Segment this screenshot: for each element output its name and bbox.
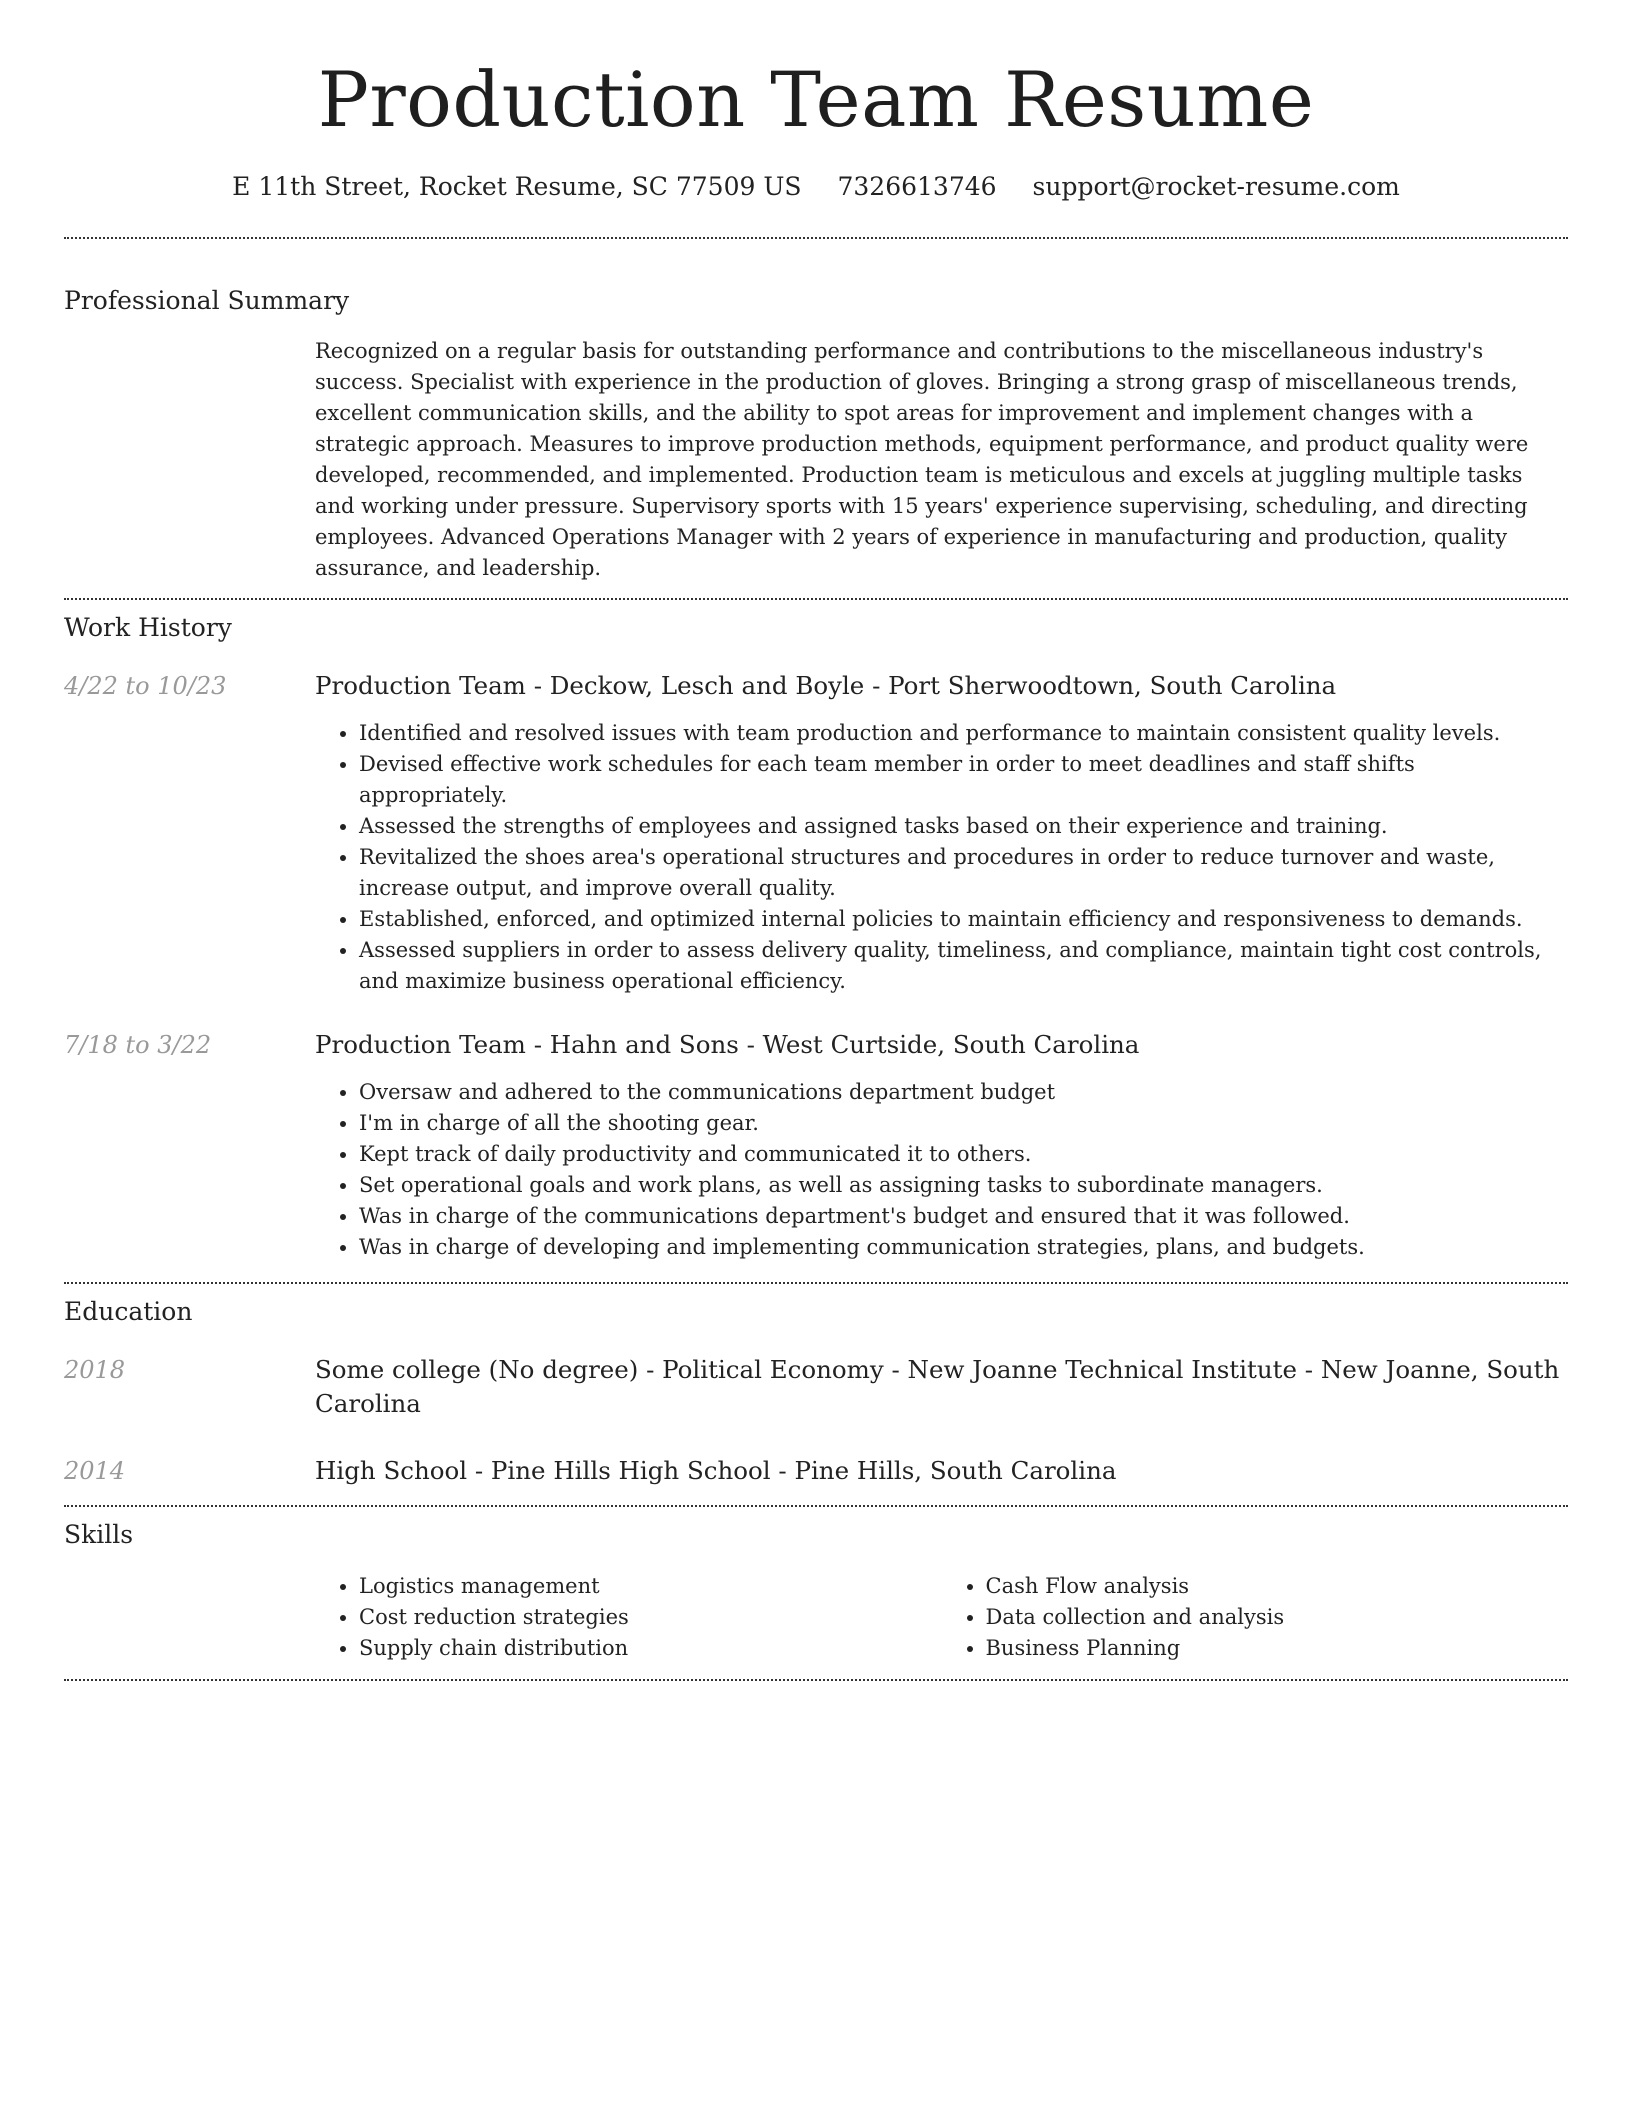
work-history-heading: Work History	[64, 613, 232, 642]
education-year: 2014	[64, 1457, 126, 1485]
resume-title: Production Team Resume	[317, 55, 1315, 144]
bullet-item: • Revitalized the shoes area's operational structures and procedures in order to reduce turnover and waste, increase output, and improve overall quality.	[359, 842, 1568, 904]
skills-list	[315, 1571, 1568, 1664]
resume-page	[64, 0, 1568, 1681]
skill-item: • Data collection and analysis	[986, 1602, 1569, 1633]
job-entry	[64, 1028, 1568, 1263]
divider	[64, 1282, 1568, 1284]
job-entry	[64, 669, 1568, 997]
degree-text: High School	[315, 1456, 468, 1485]
degree-text: Some college (No degree) - Political Economy	[315, 1355, 884, 1384]
skills-section	[64, 1518, 1568, 1664]
skill-item: • Business Planning	[986, 1633, 1569, 1664]
bullet-item: • Devised effective work schedules for each team member in order to meet deadlines and staff shifts appropriately.	[359, 749, 1568, 811]
skills-column-left	[315, 1571, 942, 1664]
education-entry	[64, 1454, 1568, 1488]
education-heading-line	[315, 1353, 1568, 1421]
education-section	[64, 1295, 1568, 1488]
school-text: - Pine Hills High School - Pine Hills, South Carolina	[467, 1456, 1117, 1485]
address-text: E 11th Street, Rocket Resume, SC 77509 US	[232, 172, 802, 201]
bullet-item: • Identified and resolved issues with team production and performance to maintain consistent quality levels.	[359, 718, 1568, 749]
job-bullets	[315, 718, 1568, 997]
divider	[64, 1505, 1568, 1507]
job-dates: 7/18 to 3/22	[64, 1031, 212, 1059]
bullet-item: • Established, enforced, and optimized internal policies to maintain efficiency and responsiveness to demands.	[359, 904, 1568, 935]
school-text: - New Joanne Technical Institute - New Joanne, South Carolina	[315, 1355, 1560, 1418]
education-heading-line	[315, 1454, 1568, 1488]
bullet-item: • Was in charge of the communications department's budget and ensured that it was followed.	[359, 1201, 1568, 1232]
job-heading: Production Team - Hahn and Sons - West Curtside, South Carolina	[315, 1030, 1140, 1059]
bullet-item: • Kept track of daily productivity and communicated it to others.	[359, 1139, 1568, 1170]
contact-line	[64, 170, 1568, 204]
phone-text: 7326613746	[837, 172, 997, 201]
skill-item: • Logistics management	[359, 1571, 942, 1602]
job-bullets	[315, 1077, 1568, 1263]
bullet-item: • Assessed suppliers in order to assess delivery quality, timeliness, and compliance, maintain tight cost controls, and maximize business operational efficiency.	[359, 935, 1568, 997]
job-dates: 4/22 to 10/23	[64, 672, 227, 700]
education-year: 2018	[64, 1356, 126, 1384]
bullet-item: • Was in charge of developing and implementing communication strategies, plans, and budgets.	[359, 1232, 1568, 1263]
summary-heading: Professional Summary	[64, 286, 350, 315]
bullet-item: • Oversaw and adhered to the communications department budget	[359, 1077, 1568, 1108]
skills-heading: Skills	[64, 1520, 134, 1549]
job-heading: Production Team - Deckow, Lesch and Boyle - Port Sherwoodtown, South Carolina	[315, 671, 1337, 700]
work-history-section	[64, 611, 1568, 1263]
bullet-item: • I'm in charge of all the shooting gear.	[359, 1108, 1568, 1139]
summary-text: Recognized on a regular basis for outstanding performance and contributions to the miscellaneous industry's success. Specialist with experience in the production of gloves. Bringing a strong grasp of miscellaneous trends, excellent communication skills, and the ability to spot areas for improvement and implement changes with a strategic approach. Measures to improve production methods, equipment performance, and product quality were developed, recommended, and implemented. Production team is meticulous and excels at juggling multiple tasks and working under pressure. Supervisory sports with 15 years' experience supervising, scheduling, and directing employees. Advanced Operations Manager with 2 years of experience in manufacturing and production, quality assurance, and leadership.	[315, 339, 1529, 580]
skill-item: • Cash Flow analysis	[986, 1571, 1569, 1602]
bullet-item: • Assessed the strengths of employees and assigned tasks based on their experience and training.	[359, 811, 1568, 842]
education-entry	[64, 1353, 1568, 1421]
education-heading: Education	[64, 1297, 193, 1326]
divider	[64, 598, 1568, 600]
skill-item: • Supply chain distribution	[359, 1633, 942, 1664]
skill-item: • Cost reduction strategies	[359, 1602, 942, 1633]
email-link[interactable]: support@rocket-resume.com	[1032, 172, 1400, 201]
bullet-item: • Set operational goals and work plans, as well as assigning tasks to subordinate managers.	[359, 1170, 1568, 1201]
divider	[64, 237, 1568, 239]
summary-section	[64, 284, 1568, 584]
divider	[64, 1679, 1568, 1681]
skills-column-right	[942, 1571, 1569, 1664]
